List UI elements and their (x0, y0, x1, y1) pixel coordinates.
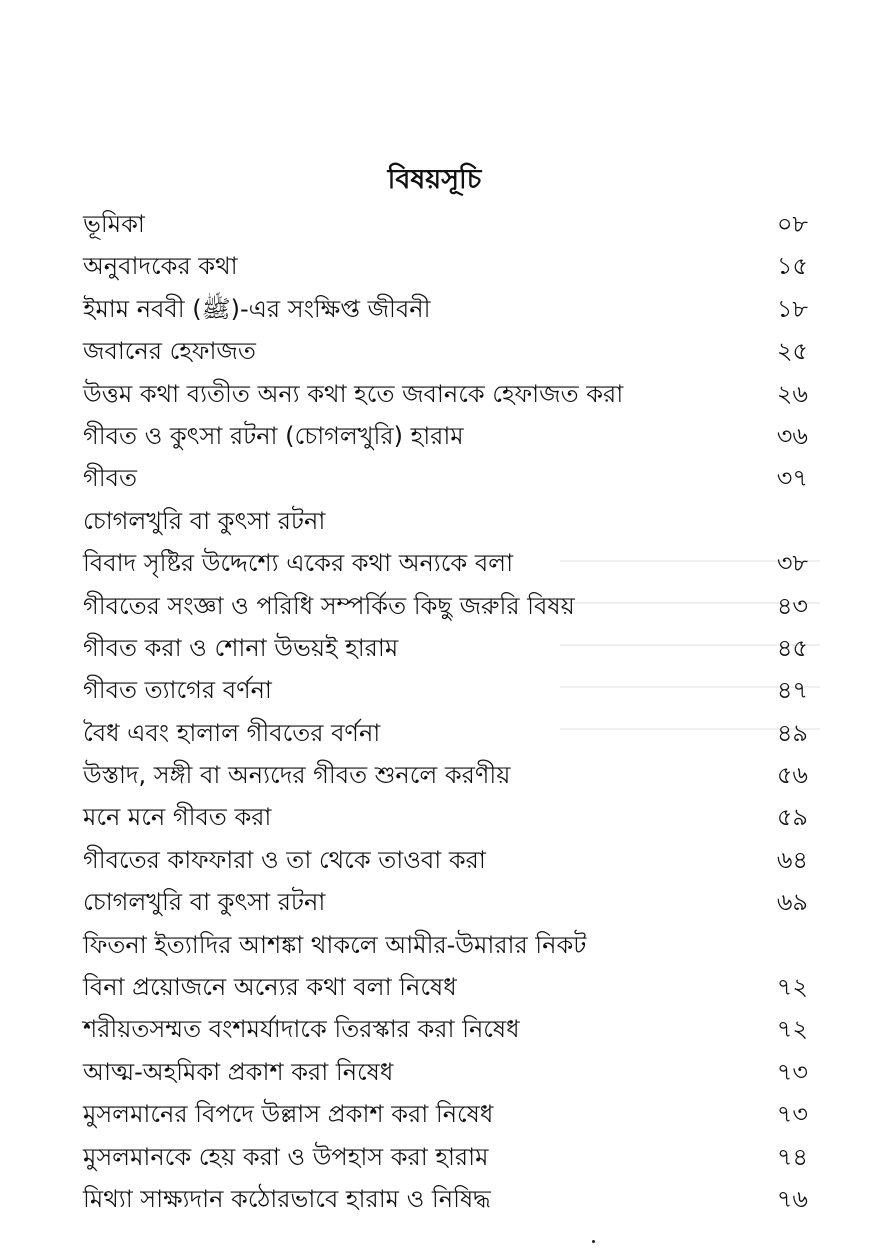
toc-entry-title: ইমাম নববী (ﷺ)-এর সংক্ষিপ্ত জীবনী (83, 294, 431, 323)
toc-row (83, 669, 808, 711)
toc-page-number: ৪৫ (776, 633, 808, 662)
toc-row (83, 373, 808, 415)
toc-entry-title: গীবতের সংজ্ঞা ও পরিধি সম্পর্কিত কিছু জরুরি বিষয় (83, 591, 575, 620)
toc-entry-title: ফিতনা ইত্যাদির আশঙ্কা থাকলে আমীর-উমারার নিকট (83, 930, 587, 959)
toc-row (83, 1051, 808, 1093)
toc-page-number: ৪৯ (776, 718, 808, 747)
toc-page-number: ৭৬ (776, 1184, 808, 1213)
toc-page-number: ০৮ (776, 210, 808, 238)
toc-row (83, 245, 808, 287)
toc-row (83, 585, 808, 627)
toc-page-number: ৭৩ (776, 1100, 808, 1129)
toc-row (83, 1178, 808, 1220)
toc-entry-title: গীবত ত্যাগের বর্ণনা (83, 676, 272, 705)
toc-row (83, 754, 808, 796)
toc-entry-title: চোগলখুরি বা কুৎসা রটনা (83, 506, 326, 535)
toc-row (83, 288, 808, 330)
toc-row (83, 1093, 808, 1135)
toc-entry-title: মুসলমানের বিপদে উল্লাস প্রকাশ করা নিষেধ (83, 1100, 494, 1129)
table-of-contents (83, 203, 808, 1220)
toc-page-number: ১৫ (776, 252, 808, 281)
toc-entry-title: গীবত করা ও শোনা উভয়ই হারাম (83, 633, 399, 662)
toc-row (83, 457, 808, 499)
toc-entry-title: বৈধ এবং হালাল গীবতের বর্ণনা (83, 718, 381, 747)
toc-page-number: ৭২ (776, 1015, 808, 1044)
toc-page-number: ২৬ (776, 379, 808, 408)
toc-entry-title: চোগলখুরি বা কুৎসা রটনা (83, 888, 326, 917)
toc-row (83, 203, 808, 245)
toc-entry-title: মিথ্যা সাক্ষ্যদান কঠোরভাবে হারাম ও নিষিদ্ধ (83, 1184, 491, 1213)
toc-page-number: ১৮ (776, 294, 808, 323)
toc-row (83, 796, 808, 838)
toc-entry-title: মনে মনে গীবত করা (83, 803, 272, 832)
toc-row (83, 500, 808, 542)
print-speck (592, 1240, 595, 1243)
toc-entry-title: শরীয়তসম্মত বংশমর্যাদাকে তিরস্কার করা নিষেধ (83, 1015, 520, 1044)
toc-page-number: ৭২ (776, 973, 808, 1002)
toc-row (83, 542, 808, 584)
toc-entry-title: গীবতের কাফফারা ও তা থেকে তাওবা করা (83, 845, 486, 874)
toc-entry-title: উত্তম কথা ব্যতীত অন্য কথা হতে জবানকে হেফাজত করা (83, 379, 624, 408)
toc-entry-title: উস্তাদ, সঙ্গী বা অন্যদের গীবত শুনলে করণীয় (83, 761, 511, 790)
toc-entry-title: গীবত ও কুৎসা রটনা (চোগলখুরি) হারাম (83, 421, 464, 450)
toc-page-number: ৩৮ (776, 549, 808, 578)
toc-page-number: ৩৭ (776, 464, 808, 493)
toc-page-number: ৫৯ (776, 803, 808, 832)
toc-row (83, 839, 808, 881)
toc-page-number: ৬৪ (776, 845, 808, 874)
toc-entry-title: ভূমিকা (83, 210, 145, 238)
toc-row (83, 881, 808, 923)
toc-entry-title: মুসলমানকে হেয় করা ও উপহাস করা হারাম (83, 1142, 489, 1171)
toc-entry-title: আত্ম-অহমিকা প্রকাশ করা নিষেধ (83, 1057, 394, 1086)
toc-row (83, 1008, 808, 1050)
toc-page-number: ৭৩ (776, 1057, 808, 1086)
toc-page-number: ৩৬ (776, 421, 808, 450)
page-title: বিষয়সূচি (387, 164, 482, 195)
toc-entry-title: গীবত (83, 464, 137, 493)
toc-page-number: ৪৭ (776, 676, 808, 705)
toc-page-number: ৬৯ (776, 888, 808, 917)
toc-entry-title: বিনা প্রয়োজনে অন্যের কথা বলা নিষেধ (83, 973, 457, 1002)
toc-row (83, 1136, 808, 1178)
toc-entry-title: জবানের হেফাজত (83, 337, 256, 366)
toc-page-number: ৫৬ (776, 761, 808, 790)
toc-row (83, 415, 808, 457)
toc-page-number: ২৫ (776, 337, 808, 366)
toc-row (83, 627, 808, 669)
toc-page-number: ৪৩ (776, 591, 808, 620)
toc-row (83, 712, 808, 754)
toc-entry-title: বিবাদ সৃষ্টির উদ্দেশ্যে একের কথা অন্যকে বলা (83, 549, 514, 578)
toc-page-number: ৭৪ (776, 1142, 808, 1171)
toc-row (83, 924, 808, 966)
toc-row (83, 330, 808, 372)
toc-entry-title: অনুবাদকের কথা (83, 252, 238, 281)
toc-row (83, 966, 808, 1008)
